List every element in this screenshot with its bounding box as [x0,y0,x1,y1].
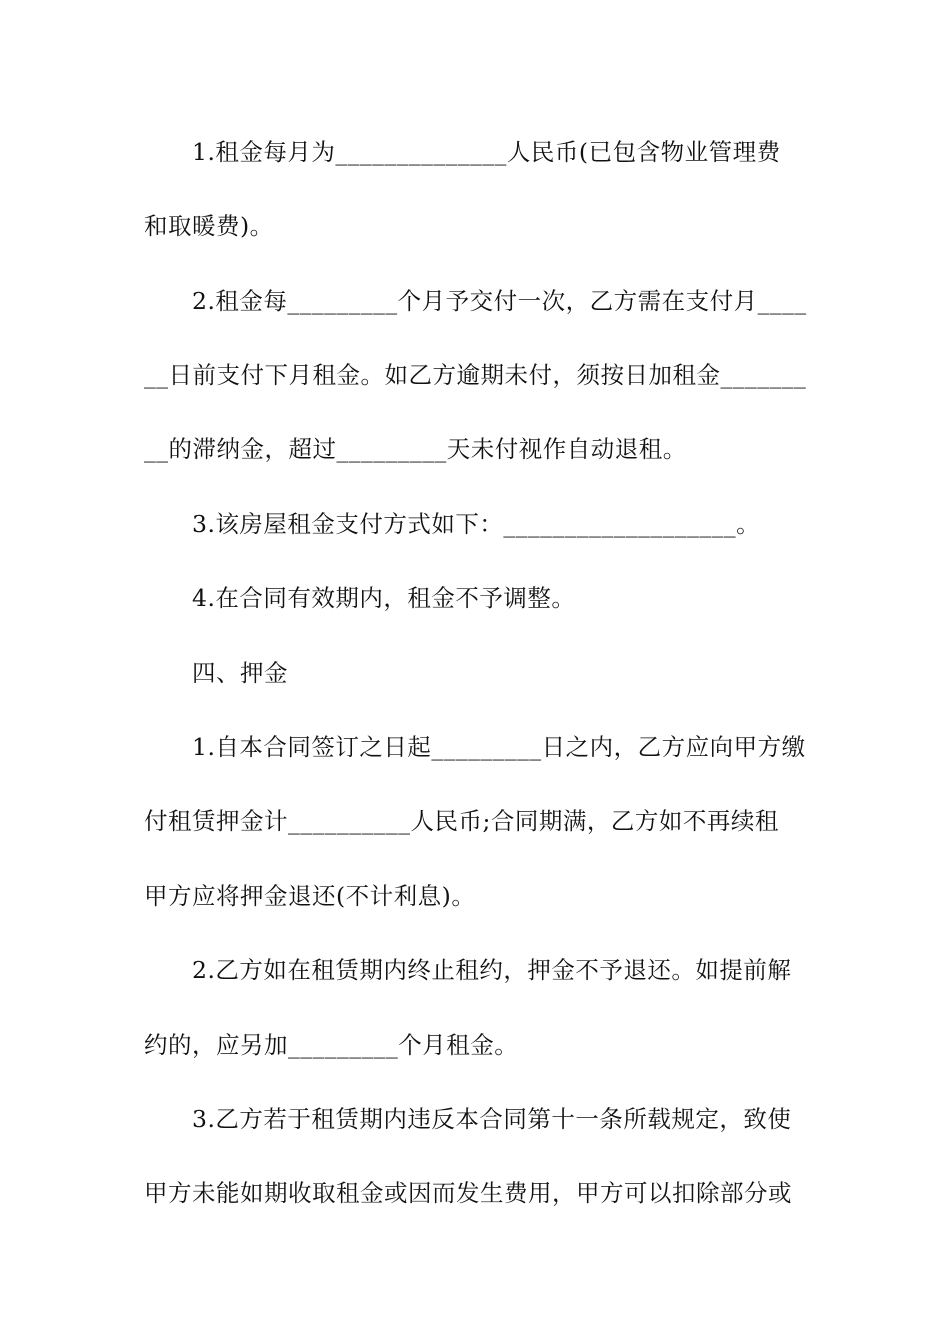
text-line: 甲方未能如期收取租金或因而发生费用，甲方可以扣除部分或 [144,1179,792,1207]
text-line: 1.租金每月为______________人民币(已包含物业管理费 [192,138,781,166]
text-line: 3.乙方若于租赁期内违反本合同第十一条所载规定，致使 [192,1105,792,1133]
text-line: 1.自本合同签订之日起_________日之内，乙方应向甲方缴 [192,733,806,761]
text-line: 甲方应将押金退还(不计利息)。 [144,882,476,910]
text-line: __日前支付下月租金。如乙方逾期未付，须按日加租金_______ [144,361,807,389]
text-line: 2.租金每_________个月予交付一次，乙方需在支付月____ [192,287,807,315]
text-line: __的滞纳金，超过_________天未付视作自动退租。 [144,435,687,463]
text-line: 和取暖费)。 [144,212,274,240]
text-line: 3.该房屋租金支付方式如下：___________________。 [192,510,761,538]
section-heading: 四、押金 [192,659,288,687]
text-line: 约的，应另加_________个月租金。 [144,1031,519,1059]
text-line: 付租赁押金计__________人民币;合同期满，乙方如不再续租 [144,807,779,835]
text-line: 4.在合同有效期内，租金不予调整。 [192,584,576,612]
text-line: 2.乙方如在租赁期内终止租约，押金不予退还。如提前解 [192,956,792,984]
